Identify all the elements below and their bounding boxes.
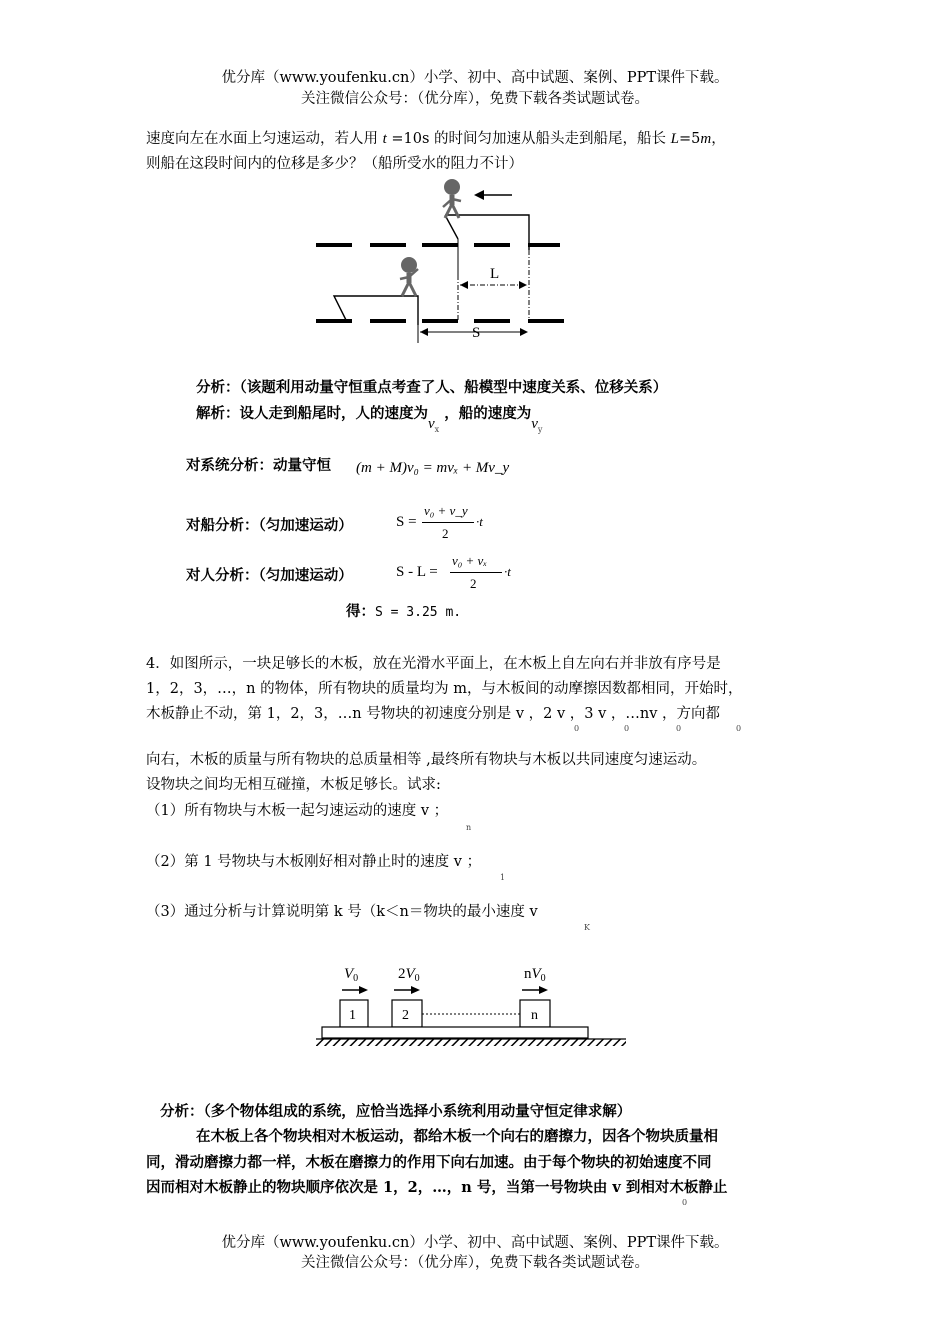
vx-symbol: v bbox=[428, 416, 435, 432]
block-1-label: 1 bbox=[349, 1008, 356, 1023]
item3-subscript: K bbox=[584, 923, 590, 932]
label-S: S bbox=[472, 325, 481, 341]
person-fraction-bar bbox=[450, 572, 502, 573]
header-line-1: 优分库（www.youfenku.cn）小学、初中、高中试题、案例、PPT课件下载。 bbox=[221, 70, 729, 86]
q4-line-4: 向右，木板的质量与所有物块的总质量相等 ,最终所有物块与木板以共同速度匀速运动。 bbox=[146, 752, 707, 768]
system-analysis-label: 对系统分析：动量守恒 bbox=[186, 457, 331, 474]
v0-sub-1: 0 bbox=[574, 724, 580, 733]
person-eq-lhs: S - L = bbox=[396, 564, 438, 580]
arrow-block-1 bbox=[342, 986, 368, 994]
q3-line-1 bbox=[146, 127, 726, 148]
dimension-L bbox=[458, 250, 529, 323]
boat-eq-tail: ·t bbox=[476, 514, 483, 529]
p3-subscript: 0 bbox=[682, 1198, 688, 1207]
block-2-label: 2 bbox=[402, 1008, 409, 1023]
person-eq-numerator: v₀ + vₓ bbox=[452, 553, 488, 568]
person-analysis-label: 对人分析：（匀加速运动） bbox=[186, 567, 353, 584]
vy-subscript: y bbox=[537, 425, 543, 434]
q4-item-2: （2）第 1 号物块与木板刚好相对静止时的速度 v ； bbox=[146, 854, 482, 870]
boat-eq-denominator: 2 bbox=[442, 526, 449, 541]
jiexi-text-b: ，船的速度为 bbox=[444, 405, 532, 422]
v0-sub-3: 0 bbox=[676, 724, 682, 733]
person-eq-denominator: 2 bbox=[470, 576, 477, 591]
wooden-board bbox=[322, 1027, 588, 1038]
footer-line-2: 关注微信公众号：（优分库），免费下载各类试题试卷。 bbox=[301, 1255, 649, 1271]
vn-label: $nV_0$ bbox=[524, 966, 546, 984]
result-label: 得： bbox=[346, 603, 375, 620]
person-figure-top bbox=[443, 179, 461, 218]
solution4-analysis: 分析：（多个物体组成的系统，应恰当选择小系统利用动量守恒定律求解） bbox=[160, 1103, 632, 1120]
item2-subscript: 1 bbox=[500, 873, 506, 882]
t-symbol: t bbox=[382, 131, 387, 147]
label-L: L bbox=[490, 266, 500, 282]
velocity-arrow-left bbox=[474, 190, 512, 200]
q4-item-3: （3）通过分析与计算说明第 k 号（k＜n＝物块的最小速度 v bbox=[146, 904, 538, 920]
v2-label: $2V_0$ bbox=[398, 966, 420, 984]
person-boat-figure bbox=[300, 175, 580, 350]
q4-line-1: 4．如图所示，一块足够长的木板，放在光滑水平面上，在木板上自左向右并非放有序号是 bbox=[146, 656, 721, 672]
arrow-block-n bbox=[522, 986, 548, 994]
vx-subscript: x bbox=[434, 425, 440, 434]
solution3-jiexi bbox=[196, 402, 543, 434]
result-line bbox=[346, 600, 461, 621]
header-line-2: 关注微信公众号：（优分库），免费下载各类试题试卷。 bbox=[301, 91, 649, 107]
boat-eq-numerator: v₀ + v_y bbox=[424, 503, 468, 518]
solution4-para-3: 因而相对木板静止的物块顺序依次是 1，2，…，n 号，当第一号物块由 v 到相对木板静止 bbox=[146, 1179, 728, 1196]
q4-line-2: 1，2，3，…，n 的物体，所有物块的质量均为 m，与木板间的动摩擦因数都相同，开始时， bbox=[146, 681, 743, 697]
dimension-S bbox=[418, 325, 528, 343]
q4-line-3: 木板静止不动，第 1，2，3，…n 号物块的初速度分别是 v ，2 v ，3 v ，…nv ，方向都 bbox=[146, 706, 721, 722]
v0-sub-2: 0 bbox=[624, 724, 630, 733]
solution4-para-2: 同，滑动磨擦力都一样，木板在磨擦力的作用下向右加速。由于每个物块的初始速度不同 bbox=[146, 1154, 712, 1171]
ground-surface bbox=[316, 1039, 626, 1046]
jiexi-text-a: 解析：设人走到船尾时，人的速度为 bbox=[196, 405, 428, 422]
solution4-para-1: 在木板上各个物块相对木板运动，都给木板一个向右的磨擦力，因各个物块质量相 bbox=[196, 1128, 718, 1145]
v0-sub-4: 0 bbox=[736, 724, 742, 733]
L-symbol: L bbox=[670, 131, 679, 147]
person-figure-bottom bbox=[400, 257, 418, 296]
arrow-block-2 bbox=[394, 986, 420, 994]
person-eq-tail: ·t bbox=[504, 564, 511, 579]
m-symbol: m bbox=[700, 131, 712, 147]
boat-fraction-bar bbox=[422, 522, 474, 523]
q3-text-c: =5 bbox=[679, 131, 701, 147]
solution3-analysis: 分析：（该题利用动量守恒重点考查了人、船模型中速度关系、位移关系） bbox=[196, 379, 668, 396]
result-value: S = 3.25 m. bbox=[375, 605, 462, 620]
q4-line-5: 设物块之间均无相互碰撞，木板足够长。试求: bbox=[146, 777, 441, 793]
block-n-label: n bbox=[531, 1008, 538, 1023]
q3-text-b: =10s 的时间匀加速从船头走到船尾，船长 bbox=[391, 131, 667, 147]
q4-item-1: （1）所有物块与木板一起匀速运动的速度 v ； bbox=[146, 803, 449, 819]
q3-line-2: 则船在这段时间内的位移是多少？（船所受水的阻力不计） bbox=[146, 156, 523, 172]
vy-symbol: v bbox=[531, 416, 538, 432]
boat-eq-lhs: S = bbox=[396, 514, 417, 530]
q3-text-a: 速度向左在水面上匀速运动，若人用 bbox=[146, 131, 378, 147]
v1-label: $V_0$ bbox=[344, 966, 359, 984]
boat-analysis-label: 对船分析：（匀加速运动） bbox=[186, 517, 353, 534]
q3-text-d: ， bbox=[711, 131, 726, 147]
momentum-equation: (m + M)v₀ = mvₓ + Mv_y bbox=[356, 460, 510, 476]
item1-subscript: n bbox=[466, 823, 472, 832]
footer-line-1: 优分库（www.youfenku.cn）小学、初中、高中试题、案例、PPT课件下载。 bbox=[221, 1235, 729, 1251]
blocks-on-board-figure bbox=[310, 958, 630, 1050]
